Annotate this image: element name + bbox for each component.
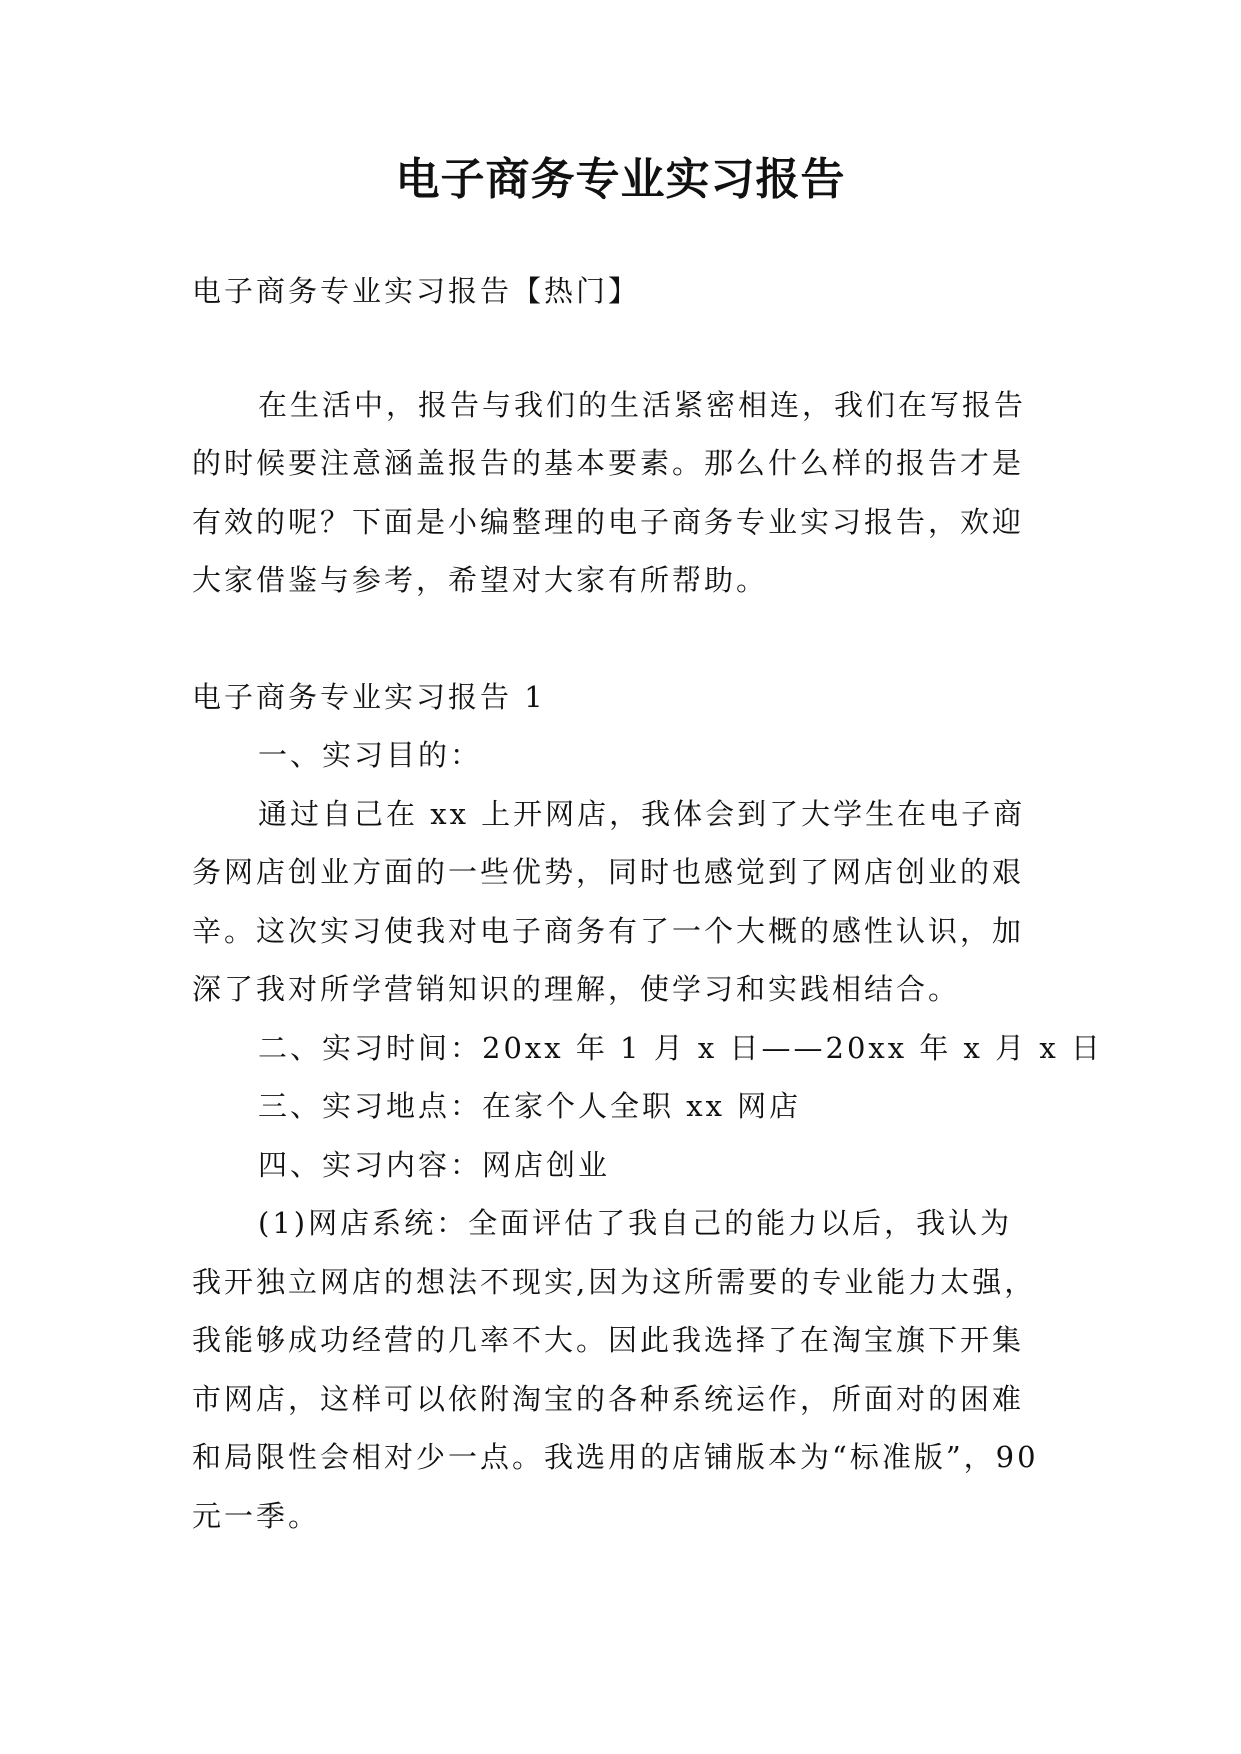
- section-location: 三、实习地点：在家个人全职 xx 网店: [258, 1089, 802, 1123]
- document-title: 电子商务专业实习报告: [395, 154, 846, 205]
- content-line: 市网店，这样可以依附淘宝的各种系统运作，所面对的困难: [192, 1381, 1025, 1416]
- content-line: 元一季。: [192, 1498, 321, 1533]
- intro-line: 大家借鉴与参考，希望对大家有所帮助。: [192, 563, 769, 597]
- document-subtitle: 电子商务专业实习报告【热门】: [192, 274, 641, 308]
- intro-line: 的时候要注意涵盖报告的基本要素。那么什么样的报告才是: [192, 446, 1025, 480]
- content-line: 和局限性会相对少一点。我选用的店铺版本为“标准版”，90: [192, 1440, 1039, 1474]
- content-line: (1)网店系统：全面评估了我自己的能力以后，我认为: [258, 1206, 1013, 1240]
- intro-line: 有效的呢？下面是小编整理的电子商务专业实习报告，欢迎: [192, 504, 1025, 539]
- document-body: [192, 262, 1103, 1545]
- purpose-line: 辛。这次实习使我对电子商务有了一个大概的感性认识，加: [192, 913, 1025, 948]
- purpose-line: 通过自己在 xx 上开网店，我体会到了大学生在电子商: [258, 796, 1026, 831]
- purpose-line: 务网店创业方面的一些优势，同时也感觉到了网店创业的艰: [192, 855, 1025, 889]
- intro-paragraph: [192, 376, 1054, 610]
- content-line: 我开独立网店的想法不现实,因为这所需要的专业能力太强，: [192, 1264, 1037, 1299]
- report-heading: 电子商务专业实习报告 1: [192, 679, 546, 714]
- content-line: 我能够成功经营的几率不大。因此我选择了在淘宝旗下开集: [192, 1323, 1025, 1357]
- section-content: 四、实习内容：网店创业: [258, 1147, 611, 1182]
- purpose-line: 深了我对所学营销知识的理解，使学习和实践相结合。: [192, 972, 961, 1006]
- purpose-paragraph: [192, 785, 1054, 1019]
- content-paragraph: [192, 1194, 1054, 1545]
- intro-line: 在生活中，报告与我们的生活紧密相连，我们在写报告: [258, 387, 1027, 422]
- section-time: 二、实习时间：20xx 年 1 月 x 日——20xx 年 x 月 x 日: [258, 1030, 1103, 1065]
- section-heading-purpose: 一、实习目的：: [258, 738, 483, 772]
